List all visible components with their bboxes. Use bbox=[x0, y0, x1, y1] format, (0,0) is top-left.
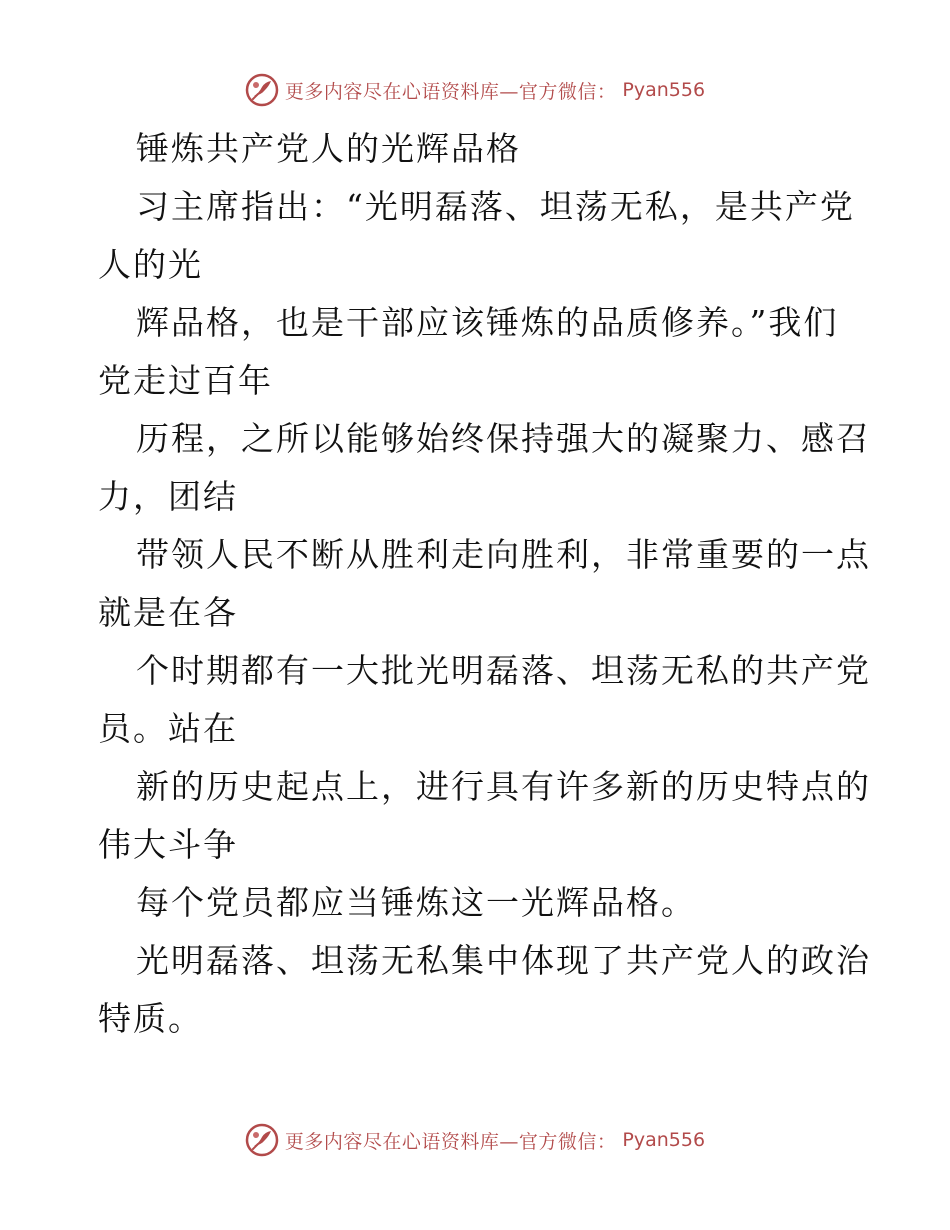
footer-wechat-id: Pyan556 bbox=[622, 1129, 706, 1151]
text-line: 党走过百年 bbox=[98, 361, 273, 400]
text-line: 伟大斗争 bbox=[98, 825, 238, 864]
text-line: 新的历史起点上，进行具有许多新的历史特点的 bbox=[136, 767, 871, 806]
footer-banner bbox=[0, 1120, 950, 1160]
text-line: 历程，之所以能够始终保持强大的凝聚力、感召 bbox=[136, 419, 871, 458]
text-line: 辉品格，也是干部应该锤炼的品质修养。”我们 bbox=[136, 303, 839, 342]
text-line: 习主席指出：“光明磊落、坦荡无私，是共产党 bbox=[136, 187, 855, 226]
text-line: 特质。 bbox=[98, 999, 203, 1038]
header-text: 更多内容尽在心语资料库—官方微信： bbox=[284, 80, 617, 103]
pen-logo-icon bbox=[245, 1123, 279, 1157]
text-line: 个时期都有一大批光明磊落、坦荡无私的共产党 bbox=[136, 651, 871, 690]
document-title: 锤炼共产党人的光辉品格 bbox=[136, 129, 521, 168]
header-wechat-id: Pyan556 bbox=[622, 79, 706, 101]
text-line: 员。站在 bbox=[98, 709, 238, 748]
text-line: 力，团结 bbox=[98, 477, 238, 516]
text-line: 每个党员都应当锤炼这一光辉品格。 bbox=[136, 883, 696, 922]
text-line: 就是在各 bbox=[98, 593, 238, 632]
header-banner bbox=[0, 70, 950, 110]
text-line: 光明磊落、坦荡无私集中体现了共产党人的政治 bbox=[136, 941, 871, 980]
document-body bbox=[98, 120, 871, 1048]
text-line: 带领人民不断从胜利走向胜利，非常重要的一点 bbox=[136, 535, 871, 574]
text-line: 人的光 bbox=[98, 245, 203, 284]
pen-logo-icon bbox=[245, 73, 279, 107]
footer-text: 更多内容尽在心语资料库—官方微信： bbox=[284, 1130, 617, 1153]
